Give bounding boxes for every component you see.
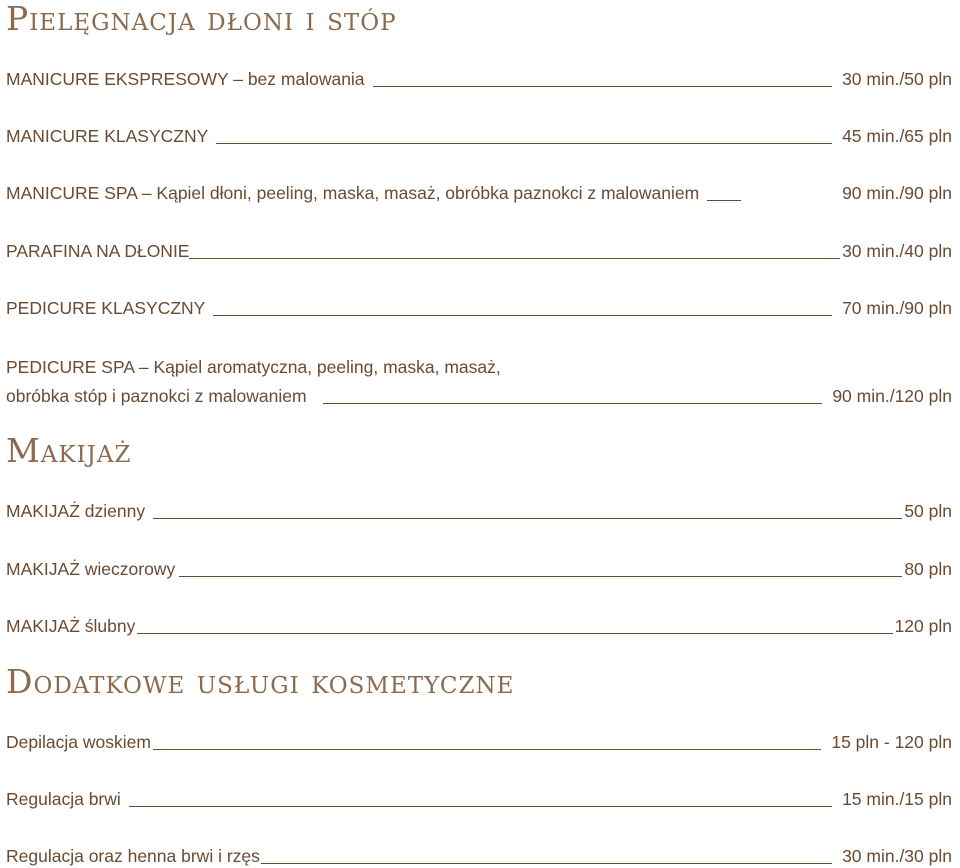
service-name: Regulacja brwi: [6, 789, 121, 809]
service-price: 90 min./90 pln: [842, 183, 952, 203]
service-price: 30 min./50 pln: [842, 69, 952, 89]
price-row-makeup-wedding: [6, 615, 952, 637]
service-name: Regulacja oraz henna brwi i rzęs: [6, 846, 260, 866]
dotted-leader: [179, 576, 902, 577]
service-name: MANICURE KLASYCZNY: [6, 126, 209, 146]
service-name-line2: obróbka stóp i paznokci z malowaniem: [6, 386, 307, 406]
service-name: PEDICURE KLASYCZNY: [6, 298, 206, 318]
service-name: Depilacja woskiem: [6, 732, 151, 752]
dotted-leader: [153, 749, 821, 750]
service-name: MANICURE SPA – Kąpiel dłoni, peeling, maska, masaż, obróbka paznokci z malowaniem: [6, 183, 700, 203]
dotted-leader: [213, 315, 832, 316]
service-price: 120 pln: [894, 616, 952, 636]
dotted-leader: [137, 633, 892, 634]
price-row-paraffin: [6, 240, 952, 262]
dotted-leader: [323, 403, 823, 404]
price-row-manicure-classic: [6, 125, 952, 147]
service-price: 30 min./40 pln: [842, 241, 952, 261]
dotted-leader: [216, 143, 832, 144]
section-title-additional-services: Dodatkowe usługi kosmetyczne: [6, 662, 515, 701]
service-price: 45 min./65 pln: [842, 126, 952, 146]
dotted-leader: [261, 863, 832, 864]
price-row-waxing: [6, 731, 952, 753]
service-price: 30 min./30 pln: [842, 846, 952, 866]
service-price: 90 min./120 pln: [832, 386, 952, 406]
price-row-makeup-day: [6, 500, 952, 522]
dotted-leader: [129, 806, 832, 807]
service-name-line1: PEDICURE SPA – Kąpiel aromatyczna, peeling, maska, masaż,: [6, 357, 501, 377]
price-row-brow-shaping: [6, 788, 952, 810]
price-row-manicure-express: [6, 68, 952, 90]
section-title-hand-foot-care: Pielęgnacja dłoni i stóp: [6, 0, 397, 38]
service-name: MAKIJAŻ dzienny: [6, 501, 146, 521]
service-price: 80 pln: [904, 559, 952, 579]
price-row-brow-lash-henna: [6, 845, 952, 867]
price-row-pedicure-spa: [6, 385, 952, 407]
price-row-pedicure-classic: [6, 297, 952, 319]
service-name: MAKIJAŻ ślubny: [6, 616, 136, 636]
service-price: 15 min./15 pln: [842, 789, 952, 809]
section-title-makeup: Makijaż: [6, 431, 132, 470]
service-name: MAKIJAŻ wieczorowy: [6, 559, 176, 579]
service-price: 70 min./90 pln: [842, 298, 952, 318]
dotted-leader: [707, 200, 741, 201]
price-row-makeup-evening: [6, 558, 952, 580]
service-name: PARAFINA NA DŁONIE: [6, 241, 190, 261]
dotted-leader: [153, 518, 902, 519]
dotted-leader: [189, 258, 840, 259]
price-row-manicure-spa: [6, 182, 952, 204]
service-price: 15 pln - 120 pln: [831, 732, 952, 752]
service-name: MANICURE EKSPRESOWY – bez malowania: [6, 69, 365, 89]
dotted-leader: [373, 86, 833, 87]
service-price: 50 pln: [904, 501, 952, 521]
